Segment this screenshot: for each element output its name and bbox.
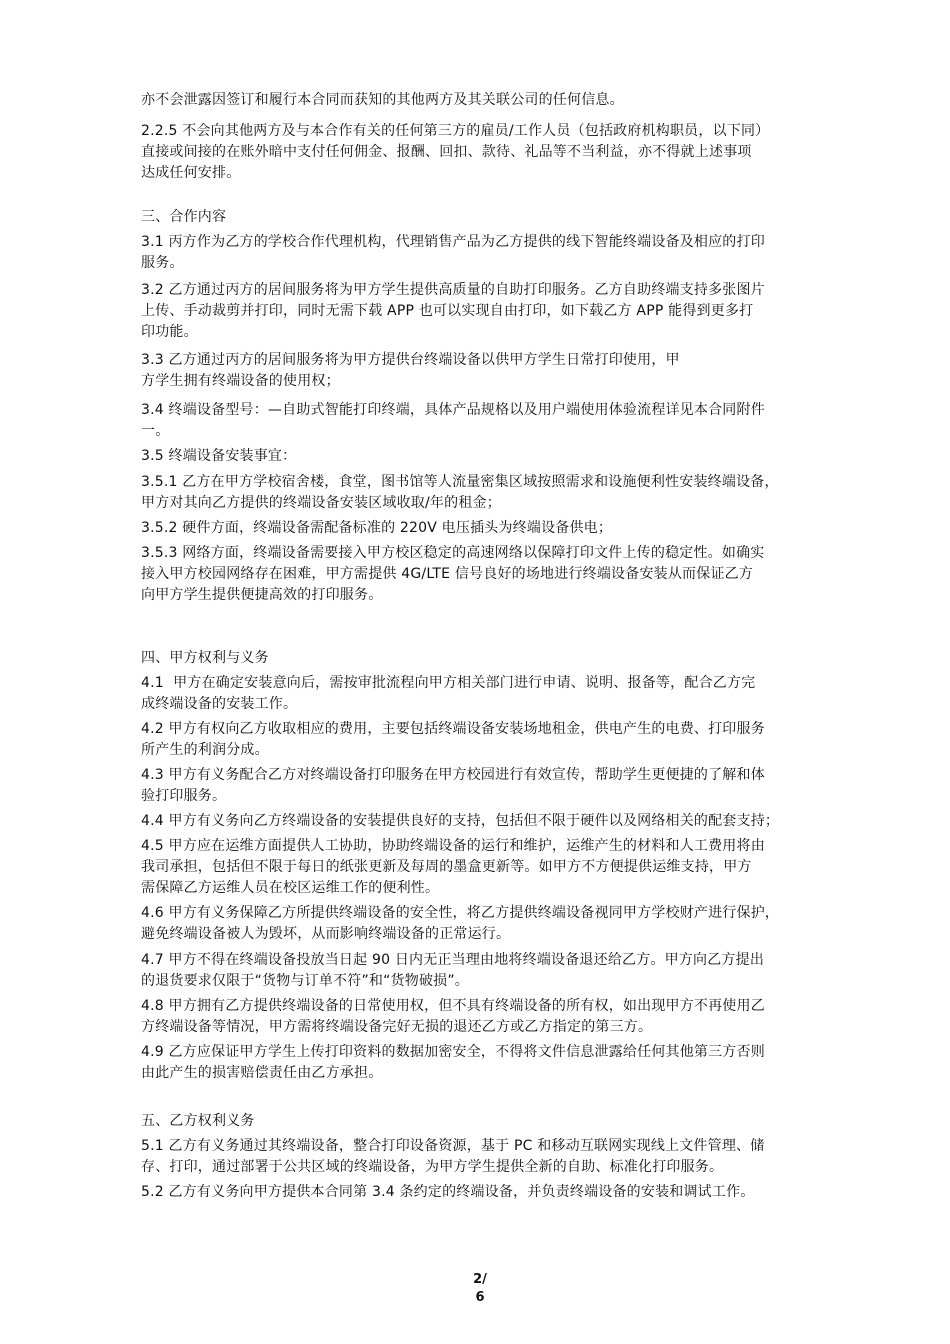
paragraph-4-7: 4.7 甲方不得在终端设备投放当日起 90 日内无正当理由地将终端设备退还给乙方。甲方向乙方提出 的退货要求仅限于“货物与订单不符”和“货物破损”。 (141, 952, 765, 989)
paragraph-5-2: 5.2 乙方有义务向甲方提供本合同第 3.4 条约定的终端设备，并负责终端设备的安装和调试工作。 (141, 1184, 755, 1200)
paragraph-3-5: 3.5 终端设备安装事宜： (141, 448, 297, 464)
section-heading-5: 五、乙方权利义务 (141, 1113, 255, 1129)
paragraph-4-1: 4.1 甲方在确定安装意向后，需按审批流程向甲方相关部门进行申请、说明、报备等，配合乙方完 成终端设备的安装工作。 (141, 675, 756, 712)
paragraph-3-3: 3.3 乙方通过丙方的居间服务将为甲方提供台终端设备以供甲方学生日常打印使用，甲 方学生拥有终端设备的使用权； (141, 352, 680, 389)
section-heading-3: 三、合作内容 (141, 209, 227, 225)
paragraph-4-8: 4.8 甲方拥有乙方提供终端设备的日常使用权，但不具有终端设备的所有权，如出现甲方不再使用乙 方终端设备等情况，甲方需将终端设备完好无损的退还乙方或乙方指定的第三方。 (141, 998, 765, 1035)
section-heading-4: 四、甲方权利与义务 (141, 650, 269, 666)
paragraph-4-2: 4.2 甲方有权向乙方收取相应的费用，主要包括终端设备安装场地租金，供电产生的电费、打印服务 所产生的利润分成。 (141, 721, 765, 758)
paragraph-4-6: 4.6 甲方有义务保障乙方所提供终端设备的安全性，将乙方提供终端设备视同甲方学校财产进行保护， 避免终端设备被人为毁坏，从而影响终端设备的正常运行。 (141, 905, 780, 942)
paragraph-4-9: 4.9 乙方应保证甲方学生上传打印资料的数据加密安全，不得将文件信息泄露给任何其他第三方否则 由此产生的损害赔偿责任由乙方承担。 (141, 1044, 765, 1081)
paragraph-0: 亦不会泄露因签订和履行本合同而获知的其他两方及其关联公司的任何信息。 (141, 92, 624, 108)
page-number: 2/ 6 (473, 1272, 487, 1305)
paragraph-2-2-5: 2.2.5 不会向其他两方及与本合作有关的任何第三方的雇员/工作人员（包括政府机构职员，以下同） 直接或间接的在账外暗中支付任何佣金、报酬、回扣、款待、礼品等不当利益，亦不得就上述事项 达成任何安排。 (141, 123, 770, 181)
paragraph-3-5-1: 3.5.1 乙方在甲方学校宿舍楼，食堂，图书馆等人流量密集区域按照需求和设施便利性安装终端设备， 甲方对其向乙方提供的终端设备安装区域收取/年的租金； (141, 474, 779, 511)
paragraph-3-1: 3.1 丙方作为乙方的学校合作代理机构，代理销售产品为乙方提供的线下智能终端设备及相应的打印 服务。 (141, 234, 765, 271)
paragraph-3-5-3: 3.5.3 网络方面，终端设备需要接入甲方校区稳定的高速网络以保障打印文件上传的稳定性。如确实 接入甲方校园网络存在困难，甲方需提供 4G/LTE 信号良好的场地进行终端设备安装从而保证乙方 向甲方学生提供便捷高效的打印服务。 (141, 545, 765, 603)
paragraph-3-5-2: 3.5.2 硬件方面，终端设备需配备标准的 220V 电压插头为终端设备供电； (141, 520, 613, 536)
paragraph-4-4: 4.4 甲方有义务向乙方终端设备的安装提供良好的支持，包括但不限于硬件以及网络相关的配套支持； (141, 813, 780, 829)
paragraph-4-3: 4.3 甲方有义务配合乙方对终端设备打印服务在甲方校园进行有效宣传，帮助学生更便捷的了解和体 验打印服务。 (141, 767, 765, 804)
paragraph-3-2: 3.2 乙方通过丙方的居间服务将为甲方学生提供高质量的自助打印服务。乙方自助终端支持多张图片 上传、手动裁剪并打印，同时无需下载 APP 也可以实现自由打印，如下载乙方 APP 能得到更多打 印功能。 (141, 282, 765, 340)
paragraph-4-5: 4.5 甲方应在运维方面提供人工协助，协助终端设备的运行和维护，运维产生的材料和人工费用将由 我司承担，包括但不限于每日的纸张更新及每周的墨盒更新等。如甲方不方便提供运维支持，甲方 需保障乙方运维人员在校区运维工作的便利性。 (141, 838, 765, 896)
paragraph-5-1: 5.1 乙方有义务通过其终端设备，整合打印设备资源，基于 PC 和移动互联网实现线上文件管理、储 存、打印，通过部署于公共区域的终端设备，为甲方学生提供全新的自助、标准化打印服务。 (141, 1138, 765, 1175)
paragraph-3-4: 3.4 终端设备型号：—自助式智能打印终端，具体产品规格以及用户端使用体验流程详见本合同附件 一。 (141, 402, 765, 439)
